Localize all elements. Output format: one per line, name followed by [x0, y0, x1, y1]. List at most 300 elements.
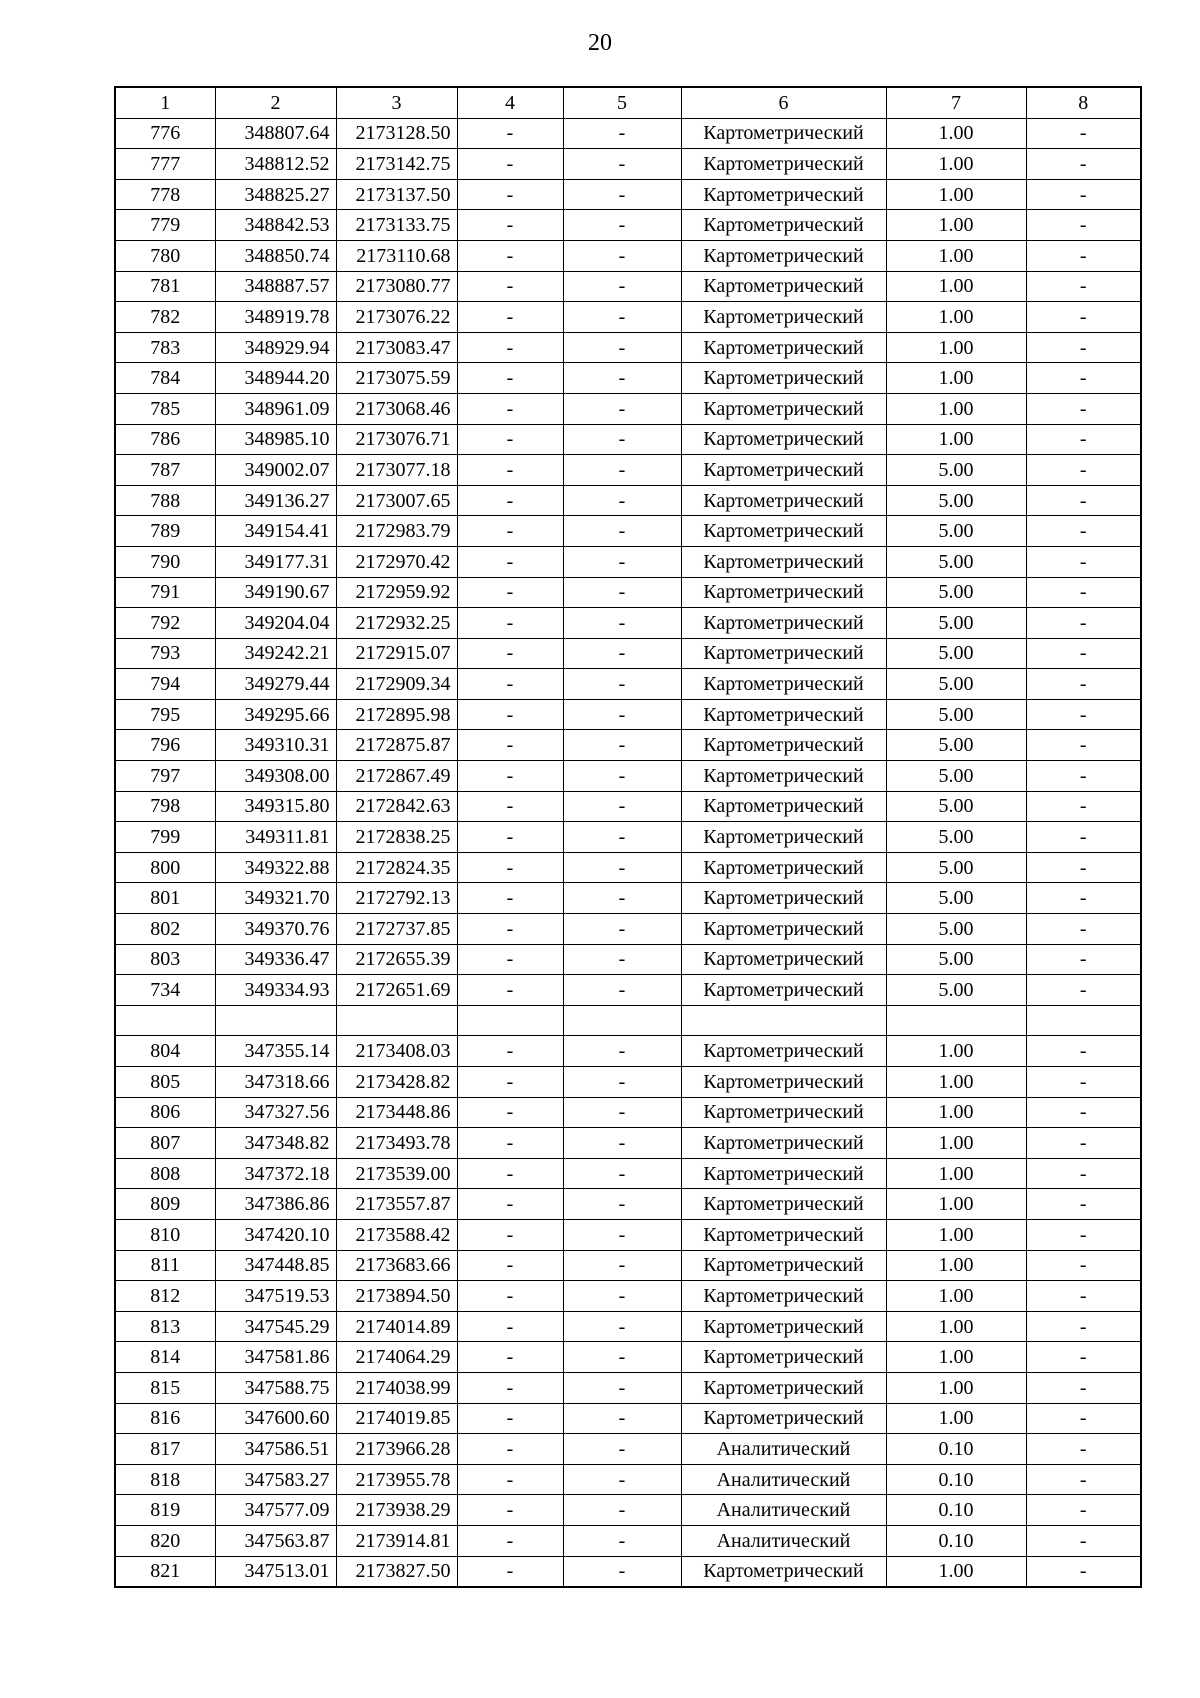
table-row	[115, 822, 1141, 853]
table-row	[115, 1403, 1141, 1434]
table-row	[115, 1005, 1141, 1036]
column-5-cell: -	[563, 883, 681, 914]
point-number-cell: 798	[115, 791, 215, 822]
accuracy-cell: 5.00	[886, 852, 1026, 883]
table-row	[115, 1311, 1141, 1342]
table-row	[115, 883, 1141, 914]
y-coordinate-cell: 2172842.63	[336, 791, 457, 822]
accuracy-cell: 5.00	[886, 914, 1026, 945]
column-8-cell: -	[1026, 730, 1141, 761]
table-row	[115, 1464, 1141, 1495]
point-number-cell: 815	[115, 1372, 215, 1403]
column-4-cell: -	[457, 332, 563, 363]
column-5-cell: -	[563, 363, 681, 394]
x-coordinate-cell: 348919.78	[215, 302, 336, 333]
method-cell: Картометрический	[681, 1067, 886, 1098]
point-number-cell: 818	[115, 1464, 215, 1495]
method-cell: Картометрический	[681, 546, 886, 577]
column-5-cell: -	[563, 1311, 681, 1342]
point-number-cell: 787	[115, 455, 215, 486]
point-number-cell: 804	[115, 1036, 215, 1067]
column-8-cell: -	[1026, 118, 1141, 149]
column-8-cell: -	[1026, 1464, 1141, 1495]
column-5-cell: -	[563, 240, 681, 271]
table-row	[115, 638, 1141, 669]
column-8-cell	[1026, 1005, 1141, 1036]
accuracy-cell: 5.00	[886, 975, 1026, 1006]
y-coordinate-cell: 2173133.75	[336, 210, 457, 241]
table-row	[115, 577, 1141, 608]
method-cell: Картометрический	[681, 332, 886, 363]
column-5-cell: -	[563, 822, 681, 853]
column-8-cell: -	[1026, 822, 1141, 853]
x-coordinate-cell: 347563.87	[215, 1525, 336, 1556]
column-4-cell: -	[457, 363, 563, 394]
column-8-cell: -	[1026, 791, 1141, 822]
column-8-cell: -	[1026, 1556, 1141, 1587]
x-coordinate-cell: 347386.86	[215, 1189, 336, 1220]
point-number-cell: 790	[115, 546, 215, 577]
column-8-cell: -	[1026, 638, 1141, 669]
column-8-cell: -	[1026, 546, 1141, 577]
table-row	[115, 1250, 1141, 1281]
table-row	[115, 118, 1141, 149]
method-cell: Аналитический	[681, 1525, 886, 1556]
y-coordinate-cell: 2173588.42	[336, 1219, 457, 1250]
column-4-cell: -	[457, 302, 563, 333]
method-cell: Картометрический	[681, 1372, 886, 1403]
y-coordinate-cell: 2172909.34	[336, 669, 457, 700]
column-4-cell: -	[457, 118, 563, 149]
column-5-cell: -	[563, 210, 681, 241]
y-coordinate-cell: 2172792.13	[336, 883, 457, 914]
column-8-cell: -	[1026, 149, 1141, 180]
point-number-cell: 802	[115, 914, 215, 945]
accuracy-cell: 5.00	[886, 883, 1026, 914]
method-cell: Картометрический	[681, 699, 886, 730]
column-4-cell: -	[457, 1128, 563, 1159]
table-row	[115, 516, 1141, 547]
column-8-cell: -	[1026, 1097, 1141, 1128]
method-cell: Картометрический	[681, 179, 886, 210]
x-coordinate-cell: 347448.85	[215, 1250, 336, 1281]
column-4-cell: -	[457, 1036, 563, 1067]
column-8-cell: -	[1026, 1128, 1141, 1159]
column-8-cell: -	[1026, 363, 1141, 394]
point-number-cell: 781	[115, 271, 215, 302]
column-4-cell: -	[457, 516, 563, 547]
column-5-cell: -	[563, 608, 681, 639]
method-cell: Картометрический	[681, 424, 886, 455]
y-coordinate-cell: 2173137.50	[336, 179, 457, 210]
column-5-cell: -	[563, 455, 681, 486]
point-number-cell: 794	[115, 669, 215, 700]
accuracy-cell: 5.00	[886, 791, 1026, 822]
table-row	[115, 1281, 1141, 1312]
point-number-cell: 789	[115, 516, 215, 547]
accuracy-cell: 5.00	[886, 516, 1026, 547]
x-coordinate-cell: 347519.53	[215, 1281, 336, 1312]
column-5-cell: -	[563, 852, 681, 883]
column-8-cell: -	[1026, 179, 1141, 210]
column-5-cell: -	[563, 1342, 681, 1373]
column-4-cell: -	[457, 393, 563, 424]
table-row	[115, 546, 1141, 577]
column-4-cell: -	[457, 608, 563, 639]
column-4-cell: -	[457, 791, 563, 822]
y-coordinate-cell: 2173007.65	[336, 485, 457, 516]
point-number-cell: 805	[115, 1067, 215, 1098]
accuracy-cell: 1.00	[886, 271, 1026, 302]
y-coordinate-cell: 2173827.50	[336, 1556, 457, 1587]
y-coordinate-cell: 2172838.25	[336, 822, 457, 853]
column-4-cell: -	[457, 1372, 563, 1403]
accuracy-cell: 1.00	[886, 1556, 1026, 1587]
column-5-cell: -	[563, 424, 681, 455]
method-cell: Картометрический	[681, 1281, 886, 1312]
method-cell: Картометрический	[681, 1097, 886, 1128]
point-number-cell: 820	[115, 1525, 215, 1556]
column-4-cell: -	[457, 669, 563, 700]
x-coordinate-cell: 349002.07	[215, 455, 336, 486]
table-row	[115, 210, 1141, 241]
y-coordinate-cell: 2173428.82	[336, 1067, 457, 1098]
table-row	[115, 332, 1141, 363]
accuracy-cell: 5.00	[886, 638, 1026, 669]
column-8-cell: -	[1026, 1434, 1141, 1465]
column-5-cell: -	[563, 1525, 681, 1556]
accuracy-cell: 0.10	[886, 1464, 1026, 1495]
column-8-cell: -	[1026, 1495, 1141, 1526]
method-cell: Картометрический	[681, 1189, 886, 1220]
column-8-cell: -	[1026, 883, 1141, 914]
point-number-cell: 788	[115, 485, 215, 516]
x-coordinate-cell: 347513.01	[215, 1556, 336, 1587]
table-row	[115, 455, 1141, 486]
x-coordinate-cell: 348961.09	[215, 393, 336, 424]
column-8-cell: -	[1026, 1189, 1141, 1220]
table-row	[115, 149, 1141, 180]
column-5-cell: -	[563, 546, 681, 577]
column-5-cell: -	[563, 271, 681, 302]
point-number-cell: 783	[115, 332, 215, 363]
table-row	[115, 1495, 1141, 1526]
point-number-cell: 792	[115, 608, 215, 639]
column-4-cell: -	[457, 1219, 563, 1250]
column-5-cell: -	[563, 1403, 681, 1434]
column-4-cell: -	[457, 1464, 563, 1495]
accuracy-cell: 5.00	[886, 577, 1026, 608]
point-number-cell: 800	[115, 852, 215, 883]
column-5-cell: -	[563, 1067, 681, 1098]
method-cell: Картометрический	[681, 914, 886, 945]
table-row	[115, 730, 1141, 761]
point-number-cell: 795	[115, 699, 215, 730]
column-4-cell: -	[457, 944, 563, 975]
column-4-cell: -	[457, 485, 563, 516]
x-coordinate-cell: 349334.93	[215, 975, 336, 1006]
accuracy-cell: 1.00	[886, 149, 1026, 180]
x-coordinate-cell: 347420.10	[215, 1219, 336, 1250]
method-cell: Картометрический	[681, 363, 886, 394]
column-8-cell: -	[1026, 240, 1141, 271]
y-coordinate-cell: 2173938.29	[336, 1495, 457, 1526]
y-coordinate-cell: 2173110.68	[336, 240, 457, 271]
x-coordinate-cell: 349315.80	[215, 791, 336, 822]
column-4-cell: -	[457, 455, 563, 486]
table-body	[115, 118, 1141, 1587]
accuracy-cell: 1.00	[886, 302, 1026, 333]
table-row	[115, 1219, 1141, 1250]
column-8-cell: -	[1026, 852, 1141, 883]
column-5-cell: -	[563, 914, 681, 945]
table-row	[115, 1525, 1141, 1556]
column-4-cell: -	[457, 149, 563, 180]
column-5-cell: -	[563, 638, 681, 669]
y-coordinate-cell: 2173076.22	[336, 302, 457, 333]
column-4-cell: -	[457, 852, 563, 883]
table-row	[115, 179, 1141, 210]
y-coordinate-cell: 2172983.79	[336, 516, 457, 547]
table-row	[115, 669, 1141, 700]
column-5-cell: -	[563, 944, 681, 975]
y-coordinate-cell: 2172932.25	[336, 608, 457, 639]
column-5-cell: -	[563, 485, 681, 516]
point-number-cell: 809	[115, 1189, 215, 1220]
point-number-cell: 816	[115, 1403, 215, 1434]
column-4-cell: -	[457, 761, 563, 792]
y-coordinate-cell: 2173077.18	[336, 455, 457, 486]
point-number-cell	[115, 1005, 215, 1036]
x-coordinate-cell: 347577.09	[215, 1495, 336, 1526]
y-coordinate-cell: 2172915.07	[336, 638, 457, 669]
method-cell: Аналитический	[681, 1434, 886, 1465]
y-coordinate-cell: 2174064.29	[336, 1342, 457, 1373]
y-coordinate-cell: 2172875.87	[336, 730, 457, 761]
column-4-cell: -	[457, 271, 563, 302]
point-number-cell: 803	[115, 944, 215, 975]
point-number-cell: 793	[115, 638, 215, 669]
method-cell: Картометрический	[681, 1036, 886, 1067]
accuracy-cell: 1.00	[886, 1342, 1026, 1373]
table-row	[115, 944, 1141, 975]
point-number-cell: 784	[115, 363, 215, 394]
method-cell: Картометрический	[681, 730, 886, 761]
table-row	[115, 1372, 1141, 1403]
accuracy-cell: 0.10	[886, 1525, 1026, 1556]
column-header: 8	[1026, 87, 1141, 118]
method-cell: Картометрический	[681, 516, 886, 547]
x-coordinate-cell	[215, 1005, 336, 1036]
y-coordinate-cell: 2173955.78	[336, 1464, 457, 1495]
column-5-cell: -	[563, 1219, 681, 1250]
column-8-cell: -	[1026, 516, 1141, 547]
column-8-cell: -	[1026, 669, 1141, 700]
column-5-cell: -	[563, 975, 681, 1006]
method-cell: Картометрический	[681, 975, 886, 1006]
method-cell: Картометрический	[681, 608, 886, 639]
y-coordinate-cell: 2173128.50	[336, 118, 457, 149]
accuracy-cell: 1.00	[886, 1403, 1026, 1434]
accuracy-cell: 5.00	[886, 944, 1026, 975]
column-4-cell: -	[457, 1495, 563, 1526]
x-coordinate-cell: 347372.18	[215, 1158, 336, 1189]
column-5-cell: -	[563, 1250, 681, 1281]
point-number-cell: 782	[115, 302, 215, 333]
column-4-cell: -	[457, 1525, 563, 1556]
x-coordinate-cell: 347355.14	[215, 1036, 336, 1067]
table-row	[115, 1067, 1141, 1098]
y-coordinate-cell: 2174014.89	[336, 1311, 457, 1342]
point-number-cell: 779	[115, 210, 215, 241]
accuracy-cell: 1.00	[886, 424, 1026, 455]
point-number-cell: 785	[115, 393, 215, 424]
method-cell: Картометрический	[681, 577, 886, 608]
x-coordinate-cell: 347588.75	[215, 1372, 336, 1403]
column-8-cell: -	[1026, 944, 1141, 975]
accuracy-cell: 1.00	[886, 1158, 1026, 1189]
accuracy-cell: 0.10	[886, 1434, 1026, 1465]
column-8-cell: -	[1026, 1281, 1141, 1312]
x-coordinate-cell: 349190.67	[215, 577, 336, 608]
column-5-cell: -	[563, 393, 681, 424]
accuracy-cell: 5.00	[886, 455, 1026, 486]
accuracy-cell: 1.00	[886, 118, 1026, 149]
column-5-cell: -	[563, 1281, 681, 1312]
y-coordinate-cell: 2174038.99	[336, 1372, 457, 1403]
y-coordinate-cell: 2173408.03	[336, 1036, 457, 1067]
point-number-cell: 806	[115, 1097, 215, 1128]
x-coordinate-cell: 349311.81	[215, 822, 336, 853]
point-number-cell: 799	[115, 822, 215, 853]
column-8-cell: -	[1026, 608, 1141, 639]
accuracy-cell: 1.00	[886, 393, 1026, 424]
method-cell: Картометрический	[681, 240, 886, 271]
y-coordinate-cell: 2172895.98	[336, 699, 457, 730]
method-cell: Картометрический	[681, 302, 886, 333]
column-4-cell: -	[457, 1158, 563, 1189]
y-coordinate-cell: 2173142.75	[336, 149, 457, 180]
column-5-cell: -	[563, 302, 681, 333]
y-coordinate-cell: 2173075.59	[336, 363, 457, 394]
column-8-cell: -	[1026, 914, 1141, 945]
point-number-cell: 780	[115, 240, 215, 271]
column-5-cell: -	[563, 179, 681, 210]
y-coordinate-cell: 2173966.28	[336, 1434, 457, 1465]
y-coordinate-cell: 2173914.81	[336, 1525, 457, 1556]
table-row	[115, 485, 1141, 516]
table-row	[115, 608, 1141, 639]
column-4-cell: -	[457, 546, 563, 577]
accuracy-cell	[886, 1005, 1026, 1036]
column-5-cell: -	[563, 1495, 681, 1526]
column-5-cell: -	[563, 332, 681, 363]
x-coordinate-cell: 349370.76	[215, 914, 336, 945]
column-5-cell: -	[563, 730, 681, 761]
column-4-cell: -	[457, 424, 563, 455]
column-header: 2	[215, 87, 336, 118]
x-coordinate-cell: 347545.29	[215, 1311, 336, 1342]
x-coordinate-cell: 348812.52	[215, 149, 336, 180]
column-4-cell: -	[457, 1189, 563, 1220]
accuracy-cell: 5.00	[886, 699, 1026, 730]
x-coordinate-cell: 348825.27	[215, 179, 336, 210]
accuracy-cell: 1.00	[886, 1311, 1026, 1342]
x-coordinate-cell: 347327.56	[215, 1097, 336, 1128]
table-row	[115, 791, 1141, 822]
column-header: 5	[563, 87, 681, 118]
x-coordinate-cell: 349308.00	[215, 761, 336, 792]
column-8-cell: -	[1026, 761, 1141, 792]
column-4-cell: -	[457, 1342, 563, 1373]
y-coordinate-cell: 2172737.85	[336, 914, 457, 945]
column-8-cell: -	[1026, 1311, 1141, 1342]
x-coordinate-cell: 347348.82	[215, 1128, 336, 1159]
accuracy-cell: 5.00	[886, 761, 1026, 792]
method-cell: Картометрический	[681, 1311, 886, 1342]
column-5-cell: -	[563, 516, 681, 547]
column-4-cell: -	[457, 1097, 563, 1128]
column-5-cell: -	[563, 577, 681, 608]
x-coordinate-cell: 349177.31	[215, 546, 336, 577]
column-5-cell: -	[563, 1189, 681, 1220]
table-row	[115, 271, 1141, 302]
column-8-cell: -	[1026, 210, 1141, 241]
table-row	[115, 761, 1141, 792]
column-8-cell: -	[1026, 1342, 1141, 1373]
column-4-cell: -	[457, 1434, 563, 1465]
point-number-cell: 807	[115, 1128, 215, 1159]
column-4-cell: -	[457, 883, 563, 914]
point-number-cell: 817	[115, 1434, 215, 1465]
column-8-cell: -	[1026, 577, 1141, 608]
table-row	[115, 1128, 1141, 1159]
y-coordinate-cell: 2173683.66	[336, 1250, 457, 1281]
column-8-cell: -	[1026, 302, 1141, 333]
point-number-cell: 734	[115, 975, 215, 1006]
column-4-cell: -	[457, 179, 563, 210]
accuracy-cell: 5.00	[886, 546, 1026, 577]
accuracy-cell: 5.00	[886, 608, 1026, 639]
coordinates-table	[114, 86, 1142, 1588]
table-row	[115, 1158, 1141, 1189]
y-coordinate-cell: 2172867.49	[336, 761, 457, 792]
table-row	[115, 393, 1141, 424]
table-row	[115, 1036, 1141, 1067]
y-coordinate-cell: 2172959.92	[336, 577, 457, 608]
y-coordinate-cell	[336, 1005, 457, 1036]
column-4-cell: -	[457, 1067, 563, 1098]
accuracy-cell: 1.00	[886, 1219, 1026, 1250]
column-5-cell: -	[563, 761, 681, 792]
table-row	[115, 1097, 1141, 1128]
column-8-cell: -	[1026, 1372, 1141, 1403]
table-row	[115, 699, 1141, 730]
x-coordinate-cell: 348929.94	[215, 332, 336, 363]
y-coordinate-cell: 2173080.77	[336, 271, 457, 302]
accuracy-cell: 5.00	[886, 669, 1026, 700]
method-cell: Картометрический	[681, 455, 886, 486]
x-coordinate-cell: 348842.53	[215, 210, 336, 241]
x-coordinate-cell: 349204.04	[215, 608, 336, 639]
column-4-cell: -	[457, 1403, 563, 1434]
column-4-cell: -	[457, 1250, 563, 1281]
column-5-cell: -	[563, 669, 681, 700]
page-number: 20	[588, 30, 612, 56]
column-8-cell: -	[1026, 699, 1141, 730]
column-8-cell: -	[1026, 271, 1141, 302]
accuracy-cell: 1.00	[886, 1372, 1026, 1403]
